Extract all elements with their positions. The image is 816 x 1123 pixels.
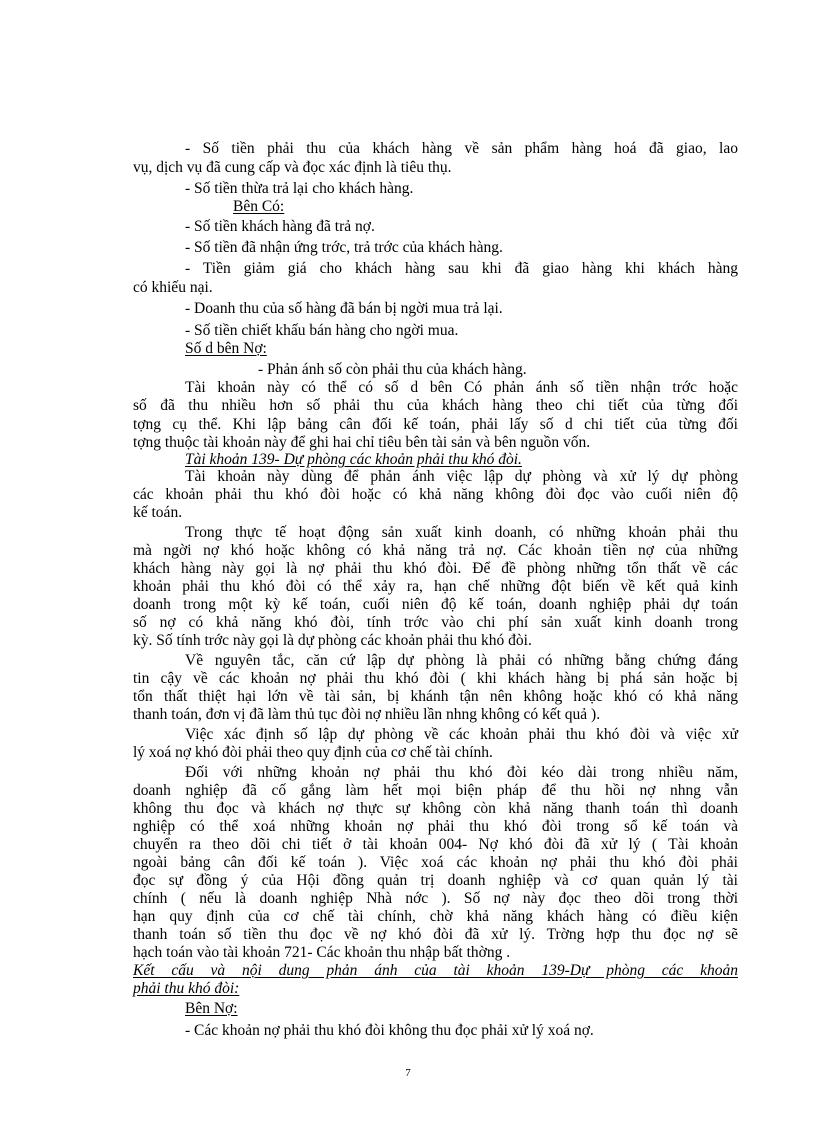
text-line: Tài khoản này dùng để phản ánh việc lập dự phòng và xử lý dự phòng xyxy=(185,468,738,485)
text-line: nghiệp có thể xoá những khoản nợ phải thu khó đòi trong sổ kế toán và xyxy=(133,818,738,835)
text-line: kế toán. xyxy=(133,504,183,521)
text-line: đọc sự đồng ý của Hội đồng quản trị doanh nghiệp và cơ quan quản lý tài xyxy=(133,872,738,889)
text-line: - Số tiền thừa trả lại cho khách hàng. xyxy=(185,180,414,197)
text-line: Tài khoản này có thể có số d bên Có phản ánh số tiền nhận trớc hoặc xyxy=(185,379,738,396)
text-line: - Số tiền chiết khấu bán hàng cho ngời mua. xyxy=(185,322,459,339)
text-line: Bên Có: xyxy=(233,198,285,215)
text-line: Trong thực tế hoạt động sản xuất kinh doanh, có những khoản phải thu xyxy=(185,524,738,541)
text-line: khoản phải thu khó đòi có thể xảy ra, hạn chế những đột biến về kết quả kinh xyxy=(133,578,738,595)
text-line: - Tiền giảm giá cho khách hàng sau khi đã giao hàng khi khách hàng xyxy=(185,260,738,277)
text-line: tổn thất thiệt hại lớn về tài sản, bị khánh tận nên không hoặc khó có khả năng xyxy=(133,688,738,705)
text-line: kỳ. Số tính trớc này gọi là dự phòng các khoản phải thu khó đòi. xyxy=(133,632,532,649)
text-line: Số d bên Nợ: xyxy=(185,340,267,357)
text-line: - Phản ánh số còn phải thu của khách hàng. xyxy=(258,361,527,378)
text-line: khách hàng này gọi là nợ phải thu khó đòi. Để đề phòng những tổn thất về các xyxy=(133,560,738,577)
text-line: Bên Nợ: xyxy=(185,1000,238,1017)
text-line: Đối với những khoản nợ phải thu khó đòi kéo dài trong nhiều năm, xyxy=(185,764,738,781)
text-line: Kết cấu và nội dung phản ánh của tài khoản 139-Dự phòng các khoản xyxy=(133,962,738,979)
text-line: hạn quy định của cơ chế tài chính, chờ khả năng khách hàng có điều kiện xyxy=(133,908,738,925)
text-line: tợng thuộc tài khoản này để ghi hai chỉ tiêu bên tài sản và bên nguồn vốn. xyxy=(133,434,591,451)
text-line: có khiếu nại. xyxy=(133,279,213,296)
text-line: số nợ có khả năng khó đòi, tính trớc vào chi phí sản xuất kinh doanh trong xyxy=(133,614,738,631)
text-line: thanh toán số tiền thu đọc về nợ khó đòi đã xử lý. Trờng hợp thu đọc nợ sẽ xyxy=(133,926,738,943)
text-line: các khoản phải thu khó đòi hoặc có khả năng không đòi đọc vào cuối niên độ xyxy=(133,486,738,503)
text-line: - Số tiền phải thu của khách hàng về sản phẩm hàng hoá đã giao, lao xyxy=(185,140,738,157)
text-line: chính ( nếu là doanh nghiệp Nhà nớc ). Số nợ này đọc theo dõi trong thời xyxy=(133,890,738,907)
text-line: phải thu khó đòi: xyxy=(133,980,240,997)
text-line: - Doanh thu của số hàng đã bán bị ngời mua trả lại. xyxy=(185,300,503,317)
text-line: Việc xác định số lập dự phòng về các khoản phải thu khó đòi và việc xử xyxy=(185,726,738,743)
text-line: tợng cụ thể. Khi lập bảng cân đối kế toán, phải lấy số d chi tiết của từng đối xyxy=(133,416,738,433)
text-line: Về nguyên tắc, căn cứ lập dự phòng là phải có những bằng chứng đáng xyxy=(185,652,738,669)
text-line: thanh toán, đơn vị đã làm thủ tục đòi nợ nhiều lần nhng không có kết quả ). xyxy=(133,706,601,723)
text-line: doanh nghiệp đã cố gắng làm hết mọi biện pháp để thu hồi nợ nhng vẫn xyxy=(133,782,738,799)
text-line: chuyển ra theo dõi chi tiết ở tài khoản 004- Nợ khó đòi đã xử lý ( Tài khoản xyxy=(133,836,738,853)
text-line: - Các khoản nợ phải thu khó đòi không thu đọc phải xử lý xoá nợ. xyxy=(185,1022,594,1039)
text-line: ngoài bảng cân đối kế toán ). Việc xoá các khoản nợ phải thu khó đòi phải xyxy=(133,854,738,871)
text-line: mà ngời nợ khó hoặc không có khả năng trả nợ. Các khoản tiền nợ của những xyxy=(133,542,738,559)
text-line: - Số tiền đã nhận ứng trớc, trả trớc của khách hàng. xyxy=(185,239,503,256)
text-line: lý xoá nợ khó đòi phải theo quy định của cơ chế tài chính. xyxy=(133,744,493,761)
text-line: - Số tiền khách hàng đã trả nợ. xyxy=(185,218,375,235)
text-line: không thu đọc và khách nợ thực sự không còn khả năng thanh toán thì doanh xyxy=(133,800,738,817)
text-line: số đã thu nhiều hơn số phải thu của khách hàng theo chi tiết của từng đối xyxy=(133,397,738,414)
page-number: 7 xyxy=(405,1067,411,1079)
text-line: Tài khoản 139- Dự phòng các khoản phải thu khó đòi. xyxy=(185,451,522,468)
text-line: doanh trong một kỳ kế toán, cuối niên độ kế toán, doanh nghiệp phải dự toán xyxy=(133,596,738,613)
text-line: hạch toán vào tài khoản 721- Các khoản thu nhập bất thờng . xyxy=(133,944,511,961)
text-line: vụ, dịch vụ đã cung cấp và đọc xác định là tiêu thụ. xyxy=(133,159,452,176)
text-line: tin cậy về các khoản nợ phải thu khó đòi ( khi khách hàng bị phá sản hoặc bị xyxy=(133,670,738,687)
